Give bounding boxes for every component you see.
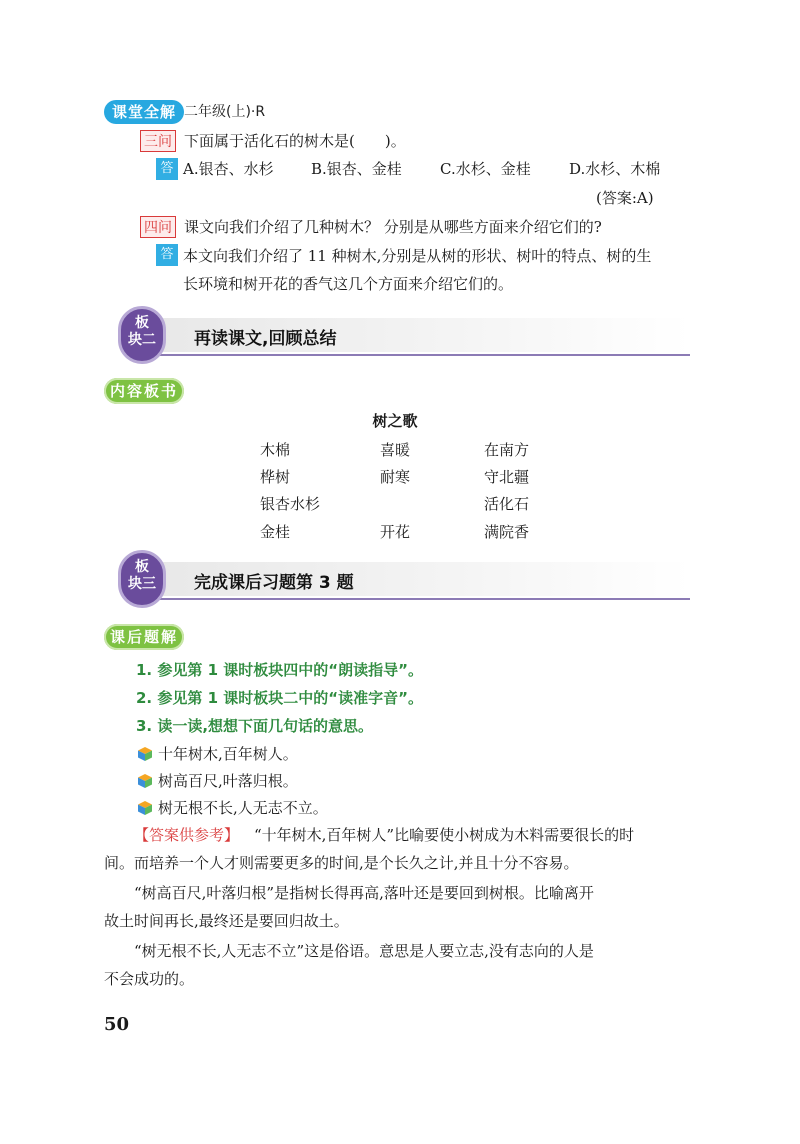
board-title: 树之歌 <box>372 412 418 430</box>
answer-4-line-2: 长环境和树开花的香气这几个方面来介绍它们的。 <box>183 275 514 293</box>
board-cell: 木棉 <box>260 441 291 459</box>
section-badge-3-top: 板 <box>135 559 149 575</box>
option-c: C.水杉、金桂 <box>440 160 531 178</box>
cube-icon <box>138 747 152 761</box>
question-tag-4: 四问 <box>140 216 176 238</box>
exercise-item: 1. 参见第 1 课时板块四中的“朗读指导”。 <box>136 661 423 679</box>
reference-p1-line-1: “十年树木,百年树人”比喻要使小树成为木料需要很长的时 <box>254 826 635 844</box>
reference-tag: 【答案供参考】 <box>134 826 240 844</box>
section-badge-3 <box>118 550 166 608</box>
reference-p2-line-2: 故土时间再长,最终还是要回归故土。 <box>104 912 349 930</box>
sentence-1: 十年树木,百年树人。 <box>158 745 298 763</box>
board-cell: 银杏水杉 <box>260 495 321 513</box>
answer-tag-4: 答 <box>156 244 178 266</box>
brand-label: 课堂全解 <box>104 100 184 124</box>
section-banner-3 <box>108 556 690 608</box>
question-4-text: 课文向我们介绍了几种树木？ 分别是从哪些方面来介绍它们的? <box>184 218 602 236</box>
board-cell: 金桂 <box>260 523 291 541</box>
section-banner-2 <box>108 312 690 364</box>
grade-label: 二年级(上)·R <box>184 104 266 120</box>
option-b: B.银杏、金桂 <box>311 160 402 178</box>
sentence-3: 树无根不长,人无志不立。 <box>158 799 328 817</box>
reference-p1-line-2: 间。而培养一个人才则需要更多的时间,是个长久之计,并且十分不容易。 <box>104 854 579 872</box>
reference-p3-line-2: 不会成功的。 <box>104 970 195 988</box>
exercises-label: 课后题解 <box>104 624 184 650</box>
exercise-item: 3. 读一读,想想下面几句话的意思。 <box>136 717 374 735</box>
question-3-text: 下面属于活化石的树木是( )。 <box>184 132 406 150</box>
section-badge-2-bottom: 块二 <box>128 332 156 348</box>
board-cell: 开花 <box>380 523 411 541</box>
option-d: D.水杉、木棉 <box>569 160 661 178</box>
reference-p2-line-1: “树高百尺,叶落归根”是指树长得再高,落叶还是要回到树根。比喻离开 <box>134 884 594 902</box>
board-cell: 活化石 <box>484 495 530 513</box>
answer-4-line-1: 本文向我们介绍了 11 种树木,分别是从树的形状、树叶的特点、树的生 <box>183 247 652 265</box>
sentence-2: 树高百尺,叶落归根。 <box>158 772 298 790</box>
section-badge-3-bottom: 块三 <box>128 576 156 592</box>
question-tag-3: 三问 <box>140 130 176 152</box>
board-cell: 在南方 <box>484 441 530 459</box>
board-label: 内容板书 <box>104 378 184 404</box>
section-badge-2 <box>118 306 166 364</box>
board-cell: 喜暖 <box>380 441 411 459</box>
section-title-2: 再读课文,回顾总结 <box>194 329 337 349</box>
section-badge-2-top: 板 <box>135 315 149 331</box>
answer-3: (答案:A) <box>596 189 654 207</box>
cube-icon <box>138 774 152 788</box>
cube-icon <box>138 801 152 815</box>
reference-p3-line-1: “树无根不长,人无志不立”这是俗语。意思是人要立志,没有志向的人是 <box>134 942 594 960</box>
option-a: A.银杏、水杉 <box>183 160 274 178</box>
page-number: 50 <box>104 1014 130 1035</box>
board-cell: 守北疆 <box>484 468 530 486</box>
board-cell: 满院香 <box>484 523 530 541</box>
board-cell: 耐寒 <box>380 468 411 486</box>
board-cell: 桦树 <box>260 468 291 486</box>
section-title-3: 完成课后习题第 3 题 <box>194 573 354 593</box>
exercise-item: 2. 参见第 1 课时板块二中的“读准字音”。 <box>136 689 423 707</box>
answer-tag-3: 答 <box>156 158 178 180</box>
